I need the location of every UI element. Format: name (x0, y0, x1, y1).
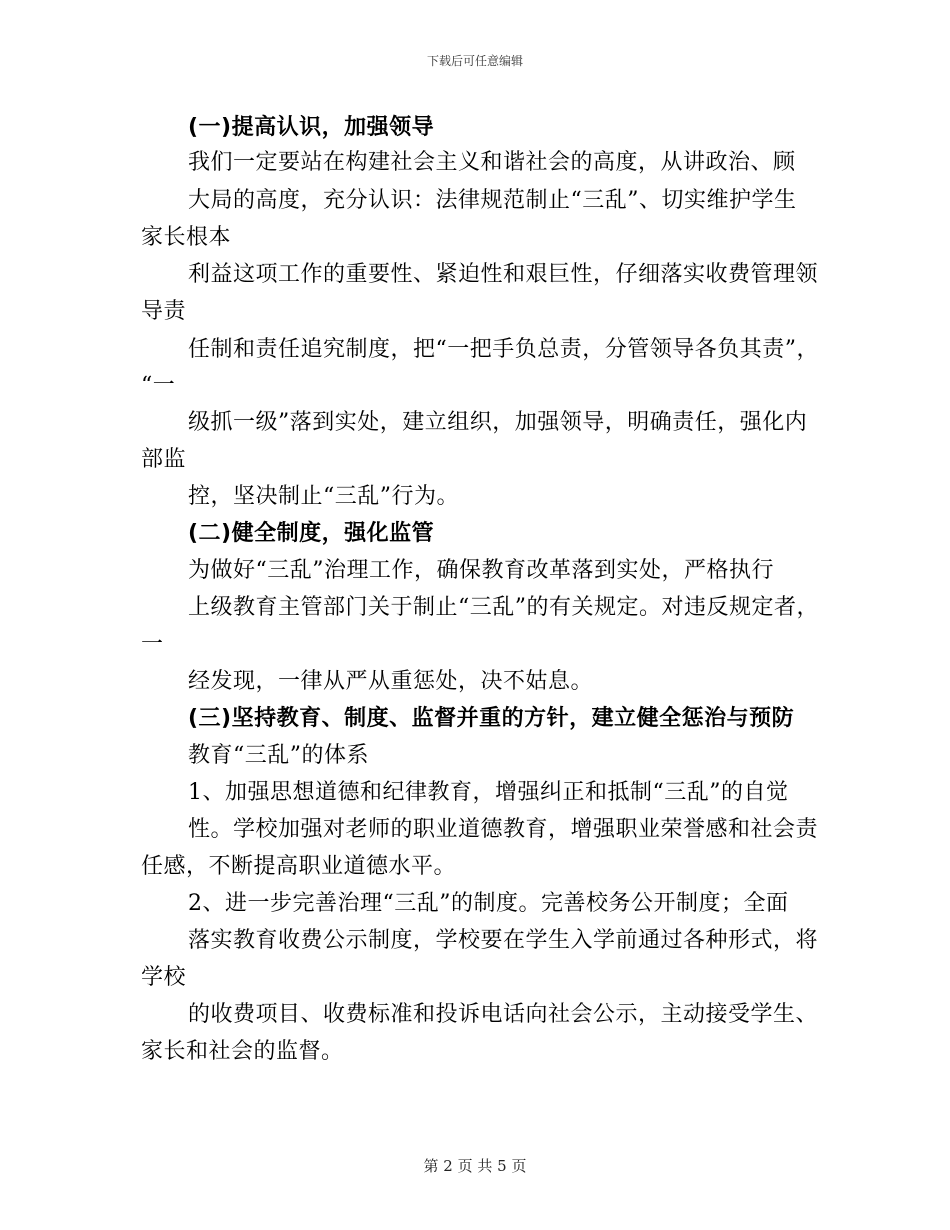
page-footer: 第 2 页 共 5 页 (423, 1157, 527, 1175)
paragraph-line: 1、加强思想道德和纪律教育，增强纠正和抵制“三乱”的自觉 (188, 780, 789, 805)
paragraph-line: 学校 (141, 965, 187, 990)
paragraph-line: 的收费项目、收费标准和投诉电话向社会公示，主动接受学生、 (188, 1002, 819, 1027)
paragraph-line: 一 (141, 632, 164, 657)
paragraph-line: 上级教育主管部门关于制止“三乱”的有关规定。对违反规定者， (188, 595, 819, 620)
paragraph-line: 任感，不断提高职业道德水平。 (141, 854, 457, 879)
paragraph-line: 家长和社会的监督。 (141, 1039, 344, 1064)
paragraph-line: 经发现，一律从严从重惩处，决不姑息。 (188, 669, 594, 694)
section-heading-2: (二)健全制度，强化监管 (188, 521, 435, 546)
paragraph-line: 部监 (141, 447, 187, 472)
paragraph-line: 我们一定要站在构建社会主义和谐社会的高度，从讲政治、顾 (188, 150, 796, 175)
paragraph-line: 2、进一步完善治理“三乱”的制度。完善校务公开制度；全面 (188, 891, 789, 916)
paragraph-line: 为做好“三乱”治理工作，确保教育改革落到实处，严格执行 (188, 558, 774, 583)
paragraph-line: 导责 (141, 299, 187, 324)
paragraph-line: 利益这项工作的重要性、紧迫性和艰巨性，仔细落实收费管理领 (188, 262, 819, 287)
paragraph-line: “一 (141, 373, 176, 398)
section-heading-3: (三)坚持教育、制度、监督并重的方针，建立健全惩治与预防 (188, 706, 795, 731)
paragraph-line: 教育“三乱”的体系 (188, 743, 369, 768)
paragraph-line: 家长根本 (141, 225, 232, 250)
paragraph-line: 落实教育收费公示制度，学校要在学生入学前通过各种形式，将 (188, 928, 819, 953)
section-heading-1: (一)提高认识，加强领导 (188, 115, 435, 140)
paragraph-line: 级抓一级”落到实处，建立组织，加强领导，明确责任，强化内 (188, 410, 808, 435)
paragraph-line: 任制和责任追究制度，把“一把手负总责，分管领导各负其责”， (188, 337, 819, 362)
paragraph-line: 大局的高度，充分认识：法律规范制止“三乱”、切实维护学生 (188, 188, 797, 213)
paragraph-line: 性。学校加强对老师的职业道德教育，增强职业荣誉感和社会责 (188, 817, 819, 842)
page-header: 下载后可任意编辑 (426, 54, 523, 68)
paragraph-line: 控，坚决制止“三乱”行为。 (188, 484, 459, 509)
